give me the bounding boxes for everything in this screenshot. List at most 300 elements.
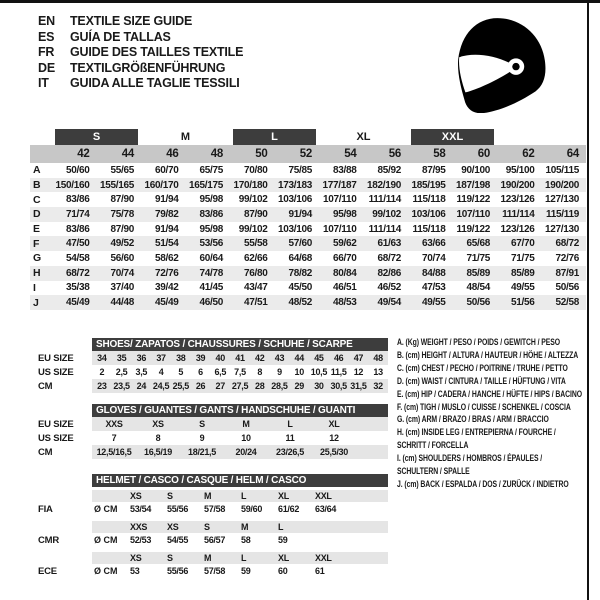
size-group-s: S xyxy=(55,129,138,145)
size-value: 13 xyxy=(373,367,383,377)
helmet-size-value: 52/53 xyxy=(130,535,152,545)
size-value: 80/84 xyxy=(332,267,357,279)
helmet-size-label: L xyxy=(278,522,284,532)
helmet-size-label: XXS xyxy=(130,522,148,532)
size-value: 9 xyxy=(277,367,282,377)
size-value: 37 xyxy=(156,353,166,363)
size-column-header: 56 xyxy=(388,148,401,160)
size-value: 42 xyxy=(255,353,265,363)
size-value: 78/82 xyxy=(288,267,312,279)
racing-helmet-icon xyxy=(452,15,550,113)
size-value: 91/94 xyxy=(288,208,312,220)
size-value: 49/52 xyxy=(110,238,134,250)
size-value: 32 xyxy=(373,381,383,391)
size-row-eu-size xyxy=(38,417,390,431)
size-value: 75/78 xyxy=(110,208,134,220)
row-values xyxy=(92,431,388,445)
legend-item: J. (cm) BACK / ESPALDA / DOS / ZURÜCK / INDIETRO xyxy=(397,478,569,489)
size-value: 115/119 xyxy=(546,208,579,220)
helmet-size-table xyxy=(38,474,390,583)
size-value: 47/50 xyxy=(65,238,90,250)
size-value: 20/24 xyxy=(235,447,257,457)
measurement-row-a xyxy=(30,163,586,178)
helmet-size-value: 61 xyxy=(315,566,325,576)
size-value: 30,5 xyxy=(330,381,347,391)
size-value: 47/53 xyxy=(421,282,446,294)
size-group-m: M xyxy=(180,130,191,143)
helmet-size-label: XL xyxy=(278,553,289,563)
size-value: 45/49 xyxy=(65,297,90,309)
textile-size-table xyxy=(30,127,586,310)
size-value: 7,5 xyxy=(234,367,246,377)
size-value: 51/54 xyxy=(154,238,179,250)
size-value: 105/115 xyxy=(545,164,579,176)
size-value: 99/102 xyxy=(238,223,268,235)
legend-item: SCHULTERN / SPALLE xyxy=(397,466,470,477)
helmet-size-label: L xyxy=(241,553,247,563)
size-value: 23/26,5 xyxy=(276,447,304,457)
size-value: 50/56 xyxy=(466,297,490,309)
row-values xyxy=(92,417,388,431)
size-value: 27,5 xyxy=(231,381,249,391)
size-value: 48 xyxy=(373,353,383,363)
helmet-size-value: 53/54 xyxy=(130,504,152,514)
size-value: 43 xyxy=(274,353,285,363)
size-value: 91/94 xyxy=(154,194,179,206)
size-value: 6,5 xyxy=(214,367,227,377)
size-value: 6 xyxy=(198,367,203,377)
size-value: 123/126 xyxy=(500,223,535,235)
measurement-row-e xyxy=(30,222,586,237)
size-column-header: 62 xyxy=(522,148,535,160)
size-value: 182/190 xyxy=(366,179,401,191)
size-value: 50/60 xyxy=(65,164,90,176)
size-value: 64/68 xyxy=(288,252,312,264)
size-value: 85/92 xyxy=(377,164,401,176)
size-value: 47 xyxy=(353,353,364,363)
size-value: 83/86 xyxy=(65,194,90,206)
size-value: 10 xyxy=(294,367,304,377)
size-value: 48/53 xyxy=(332,297,357,309)
size-value: 60/64 xyxy=(199,252,223,264)
size-value: 70/74 xyxy=(421,252,446,264)
size-row-us-size xyxy=(38,365,390,379)
size-value: 76/80 xyxy=(243,267,268,279)
measurement-letter: F xyxy=(33,237,40,250)
legend-item: C. (cm) CHEST / PECHO / POITRINE / TRUHE / PETTO xyxy=(397,362,568,373)
size-value: 87/90 xyxy=(110,194,134,206)
size-value: 66/70 xyxy=(332,252,357,264)
size-value: 26 xyxy=(195,381,206,391)
helmet-size-label: L xyxy=(241,491,247,501)
size-column-header: 60 xyxy=(477,148,490,160)
size-value: 56/60 xyxy=(110,252,134,264)
size-value: 49/55 xyxy=(510,282,535,294)
size-value: L xyxy=(287,419,293,429)
row-label: US SIZE xyxy=(38,366,74,378)
helmet-size-label: M xyxy=(204,553,212,563)
gloves-table-title: GLOVES / GUANTES / GANTS / HANDSCHUHE / GUANTI xyxy=(92,404,388,417)
size-column-header: 52 xyxy=(299,148,312,160)
guide-title: GUIDE DES TAILLES TEXTILE xyxy=(70,45,244,59)
helmet-size-row xyxy=(38,490,390,502)
diameter-unit: Ø CM xyxy=(94,566,118,576)
size-row-eu-size xyxy=(38,351,390,365)
size-value: 11,5 xyxy=(330,367,347,377)
size-value: 8 xyxy=(257,367,263,377)
size-value: 40 xyxy=(215,353,225,363)
size-value: 62/66 xyxy=(243,252,268,264)
row-label: CM xyxy=(38,380,53,392)
helmet-values xyxy=(92,533,388,547)
size-value: 41 xyxy=(235,353,245,363)
helmet-values xyxy=(92,502,388,516)
helmet-size-value: 61/62 xyxy=(278,504,300,514)
size-value: 95/98 xyxy=(332,208,357,220)
size-value: 28,5 xyxy=(271,381,288,391)
helmet-size-value: 55/56 xyxy=(167,504,189,514)
helmet-size-value: 55/56 xyxy=(167,566,189,576)
size-value: 4 xyxy=(158,367,164,377)
size-column-header: 48 xyxy=(210,148,223,160)
size-value: 173/183 xyxy=(277,179,312,191)
legend-item: I. (cm) SHOULDERS / HOMBROS / ÉPAULES / xyxy=(397,453,543,464)
size-value: 35/38 xyxy=(65,282,90,294)
size-value: 48/54 xyxy=(466,282,490,294)
helmet-size-value: 58 xyxy=(241,535,251,545)
size-value: 127/130 xyxy=(544,194,579,206)
size-value: 165/175 xyxy=(188,179,223,191)
size-value: 65/68 xyxy=(466,238,490,250)
size-value: 65/75 xyxy=(199,164,223,176)
size-value: 115/118 xyxy=(412,194,446,206)
size-group-xl: XL xyxy=(356,130,371,143)
measurement-letter: D xyxy=(33,208,41,221)
size-value: 67/70 xyxy=(510,238,535,250)
size-value: 71/74 xyxy=(65,208,90,220)
measurement-letter: C xyxy=(33,193,41,206)
size-value: 177/187 xyxy=(322,179,357,191)
helmet-size-value: 59/60 xyxy=(241,504,263,514)
size-value: 72/76 xyxy=(555,252,579,264)
helmet-size-value: 57/58 xyxy=(204,566,226,576)
helmet-group-fia xyxy=(38,490,390,516)
size-value: 48/52 xyxy=(288,297,312,309)
helmet-size-label: S xyxy=(167,491,173,501)
size-value: 74/78 xyxy=(199,267,223,279)
guide-title: TEXTILE SIZE GUIDE xyxy=(70,14,193,28)
size-value: 82/86 xyxy=(377,267,401,279)
language-code: EN xyxy=(38,14,55,28)
size-value: 53/56 xyxy=(199,238,223,250)
size-value: 39 xyxy=(195,353,206,363)
size-value: 83/88 xyxy=(332,164,357,176)
shoes-size-table xyxy=(38,338,390,393)
helmet-group-ece xyxy=(38,552,390,578)
size-value: 187/198 xyxy=(455,179,490,191)
size-value: 68/72 xyxy=(377,252,401,264)
helmet-size-labels xyxy=(92,552,388,564)
row-values xyxy=(92,379,388,393)
size-value: 60/70 xyxy=(154,164,179,176)
guide-title: GUÍA DE TALLAS xyxy=(70,29,171,44)
size-value: 87/91 xyxy=(555,267,579,279)
measurement-row-h xyxy=(30,266,586,281)
size-value: 95/98 xyxy=(199,223,223,235)
measurement-letter: H xyxy=(33,267,41,280)
helmet-size-row xyxy=(38,552,390,564)
size-value: 12,5/16,5 xyxy=(96,447,132,457)
measurement-row-f xyxy=(30,236,586,251)
measurement-legend xyxy=(397,336,589,491)
legend-item: SCHRITT / FORCELLA xyxy=(397,440,469,451)
size-value: 23 xyxy=(97,381,107,391)
size-columns-row xyxy=(30,145,586,163)
size-value: 107/110 xyxy=(323,223,357,235)
size-value: 27 xyxy=(215,381,225,391)
size-value: 70/74 xyxy=(110,267,134,279)
helmet-size-label: XS xyxy=(130,491,142,501)
size-value: 16,5/19 xyxy=(144,447,172,457)
size-value: 79/82 xyxy=(154,208,179,220)
size-value: 12 xyxy=(353,367,364,377)
size-column-header: 42 xyxy=(77,148,90,160)
size-value: 95/100 xyxy=(505,164,535,176)
measurement-row-g xyxy=(30,251,586,266)
helmet-size-labels xyxy=(92,521,388,533)
size-value: 91/94 xyxy=(154,223,179,235)
size-value: 57/60 xyxy=(288,238,312,250)
size-value: 127/130 xyxy=(544,223,579,235)
language-row xyxy=(38,14,243,30)
top-border-line xyxy=(0,0,600,3)
guide-title: GUIDA ALLE TAGLIE TESSILI xyxy=(70,76,240,90)
size-value: 123/126 xyxy=(500,194,535,206)
size-value: 190/200 xyxy=(544,179,579,191)
size-value: 52/58 xyxy=(555,297,579,309)
size-value: 30 xyxy=(314,381,324,391)
size-value: 11 xyxy=(285,433,295,443)
legend-item: G. (cm) ARM / BRAZO / BRAS / ARM / BRACCIO xyxy=(397,414,549,425)
size-value: 29 xyxy=(294,381,304,391)
size-value: 107/110 xyxy=(456,208,490,220)
size-value: 115/118 xyxy=(412,223,446,235)
size-value: 12 xyxy=(329,433,339,443)
measurement-letter: E xyxy=(33,223,41,236)
size-value: 3,5 xyxy=(135,367,148,377)
helmet-value-row xyxy=(38,564,390,578)
legend-item: B. (cm) HEIGHT / ALTURA / HAUTEUR / HÖHE / ALTEZZA xyxy=(397,349,579,360)
row-values xyxy=(92,351,388,365)
guide-title: TEXTILGRÖßENFÜHRUNG xyxy=(70,60,226,75)
helmet-value-row xyxy=(38,502,390,516)
size-group-xxl: XXL xyxy=(411,129,494,145)
row-values xyxy=(92,365,388,379)
helmet-size-label: XL xyxy=(278,491,289,501)
size-value: 59/62 xyxy=(332,238,357,250)
size-value: 49/54 xyxy=(377,297,401,309)
size-value: 103/106 xyxy=(411,208,446,220)
size-value: 87/90 xyxy=(110,223,134,235)
size-value: 55/65 xyxy=(110,164,134,176)
size-value: 63/66 xyxy=(421,238,446,250)
size-value: 71/75 xyxy=(466,252,490,264)
size-value: 25,5/30 xyxy=(320,447,348,457)
size-value: 160/170 xyxy=(144,179,179,191)
size-value: 68/72 xyxy=(65,267,90,279)
shoes-table-title: SHOES/ ZAPATOS / CHAUSSURES / SCHUHE / SCARPE xyxy=(92,338,388,351)
size-value: 45/50 xyxy=(288,282,312,294)
measurement-letter: A xyxy=(33,164,41,177)
size-value: 23,5 xyxy=(113,381,130,391)
size-value: 44/48 xyxy=(110,297,134,309)
size-value: 103/106 xyxy=(277,194,312,206)
size-value: 5 xyxy=(178,367,184,377)
size-value: 170/180 xyxy=(233,179,268,191)
helmet-size-label: XXL xyxy=(315,553,332,563)
size-value: 87/90 xyxy=(243,208,268,220)
language-code: IT xyxy=(38,76,49,90)
size-value: 111/114 xyxy=(368,223,401,235)
legend-item: F. (cm) TIGH / MUSLO / CUISSE / SCHENKEL / COSCIA xyxy=(397,401,571,412)
size-value: 190/200 xyxy=(500,179,535,191)
size-value: 95/98 xyxy=(199,194,223,206)
diameter-unit: Ø CM xyxy=(94,504,118,514)
legend-item: A. (Kg) WEIGHT / PESO / POIDS / GEWITCH / PESO xyxy=(397,337,561,347)
size-value: 47/51 xyxy=(243,297,268,309)
size-column-header: 44 xyxy=(121,148,134,160)
helmet-size-labels xyxy=(92,490,388,502)
size-value: 87/95 xyxy=(421,164,446,176)
size-value: XXS xyxy=(105,419,123,429)
size-value: 24,5 xyxy=(152,381,170,391)
helmet-size-value: 54/55 xyxy=(167,535,189,545)
size-value: 46/50 xyxy=(199,297,223,309)
size-value: 85/89 xyxy=(466,267,490,279)
helmet-size-label: M xyxy=(241,522,249,532)
size-value: 44 xyxy=(294,353,304,363)
size-column-header: 58 xyxy=(433,148,446,160)
helmet-size-label: S xyxy=(204,522,210,532)
size-value: 119/122 xyxy=(456,194,490,206)
language-title-list xyxy=(38,14,243,92)
size-value: 46 xyxy=(333,353,344,363)
helmet-size-value: 53 xyxy=(130,566,140,576)
size-value: 2 xyxy=(99,367,105,377)
helmet-group-cmr xyxy=(38,521,390,547)
size-value: 99/102 xyxy=(372,208,401,220)
size-value: 36 xyxy=(136,353,147,363)
size-group-row xyxy=(30,127,586,145)
helmet-values xyxy=(92,564,388,578)
standard-label: CMR xyxy=(38,534,60,546)
size-value: 7 xyxy=(111,433,117,443)
size-value: 43/47 xyxy=(243,282,268,294)
helmet-size-value: 57/58 xyxy=(204,504,226,514)
size-value: 83/86 xyxy=(65,223,90,235)
size-value: 38 xyxy=(176,353,186,363)
helmet-size-label: M xyxy=(204,491,212,501)
size-value: 83/86 xyxy=(199,208,223,220)
size-value: 55/58 xyxy=(243,238,268,250)
helmet-size-value: 56/57 xyxy=(204,535,226,545)
size-value: 10 xyxy=(241,433,251,443)
size-column-header: 54 xyxy=(344,148,357,160)
row-label: EU SIZE xyxy=(38,352,74,364)
legend-item: D. (cm) WAIST / CINTURA / TAILLE / HÜFTUNG / VITA xyxy=(397,375,566,386)
size-value: 103/106 xyxy=(277,223,312,235)
measurement-letter: J xyxy=(33,296,39,309)
size-value: 107/110 xyxy=(323,194,357,206)
helmet-size-label: XS xyxy=(167,522,179,532)
size-value: 54/58 xyxy=(65,252,90,264)
size-value: 111/114 xyxy=(502,208,535,220)
size-value: 71/75 xyxy=(510,252,535,264)
size-value: 51/56 xyxy=(510,297,535,309)
size-value: 8 xyxy=(155,433,161,443)
diameter-unit: Ø CM xyxy=(94,535,118,545)
row-label: EU SIZE xyxy=(38,418,74,430)
legend-item: H. (cm) INSIDE LEG / ENTREPIERNA / FOURCHE / xyxy=(397,427,556,438)
size-value: 41/45 xyxy=(199,282,223,294)
helmet-size-value: 59 xyxy=(241,566,251,576)
size-value: 61/63 xyxy=(377,238,401,250)
size-value: 119/122 xyxy=(456,223,490,235)
size-value: 150/160 xyxy=(55,179,90,191)
language-code: FR xyxy=(38,45,55,59)
measurement-letter: B xyxy=(33,179,41,192)
measurement-row-c xyxy=(30,192,586,207)
size-column-header: 64 xyxy=(566,148,579,160)
measurement-row-i xyxy=(30,281,586,296)
helmet-size-row xyxy=(38,521,390,533)
size-value: 25,5 xyxy=(172,381,189,391)
size-value: 31,5 xyxy=(350,381,367,391)
size-value: 49/55 xyxy=(421,297,446,309)
right-border-line xyxy=(587,0,589,600)
row-label: CM xyxy=(38,446,53,458)
size-value: 45 xyxy=(314,353,324,363)
helmet-size-label: XXL xyxy=(315,491,332,501)
standard-label: ECE xyxy=(38,565,57,577)
size-value: 155/165 xyxy=(99,179,134,191)
size-value: 58/62 xyxy=(154,252,179,264)
language-row xyxy=(38,30,243,46)
measurement-letter: I xyxy=(33,281,36,294)
size-value: 50/56 xyxy=(555,282,579,294)
measurement-row-d xyxy=(30,207,586,222)
size-row-cm xyxy=(38,379,390,393)
size-row-us-size xyxy=(38,431,390,445)
size-value: 68/72 xyxy=(555,238,579,250)
size-value: 35 xyxy=(116,353,127,363)
language-code: DE xyxy=(38,60,55,75)
gloves-size-table xyxy=(38,404,390,459)
size-value: 70/80 xyxy=(243,164,268,176)
measurement-row-b xyxy=(30,178,586,193)
size-value: 10,5 xyxy=(310,367,328,377)
helmet-size-value: 59 xyxy=(278,535,288,545)
standard-label: FIA xyxy=(38,503,53,515)
language-row xyxy=(38,76,243,92)
size-value: 9 xyxy=(199,433,205,443)
size-value: 37/40 xyxy=(110,282,134,294)
size-value: XS xyxy=(152,419,164,429)
size-value: 2,5 xyxy=(115,367,128,377)
size-value: 85/89 xyxy=(510,267,535,279)
size-value: 28 xyxy=(255,381,265,391)
size-value: 75/85 xyxy=(288,164,312,176)
